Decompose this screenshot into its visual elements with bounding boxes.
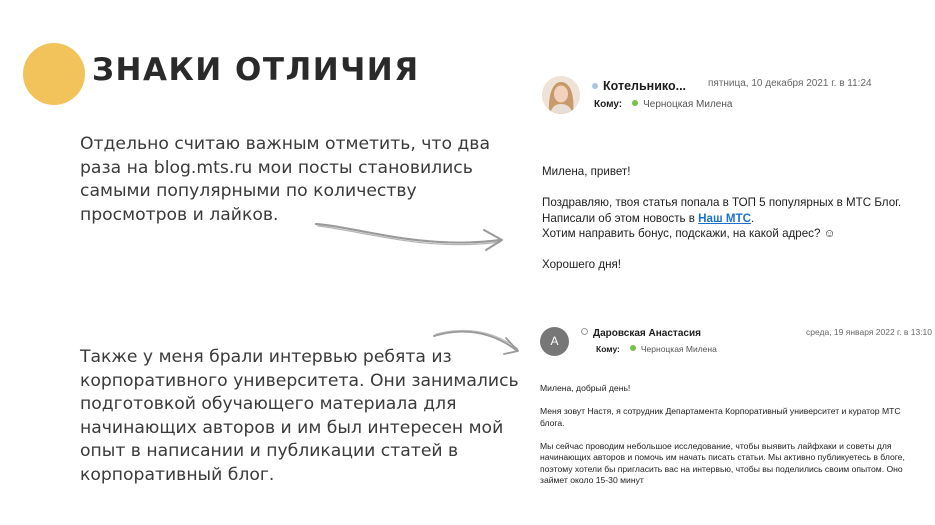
paragraph-interview: Также у меня брали интервью ребята из корпоративного университета. Они занимались подготовкой обучающего материала для начинающих авторов и им был интересен мой опыт в написании и публикации статей в корпоративный блог. [80,347,519,485]
email-greeting: Милена, добрый день! [540,383,631,393]
email-line: Поздравляю, твоя статья попала в ТОП 5 популярных в МТС Блог. [542,196,902,209]
slide-title: ЗНАКИ ОТЛИЧИЯ [92,52,420,88]
recipient-row: Кому: Черноцкая Милена [596,344,717,354]
email-closing: Хорошего дня! [542,258,622,271]
email-body [542,164,922,273]
status-dot [581,328,588,335]
arrow-to-email2-icon [430,322,530,362]
email-greeting: Милена, привет! [542,165,631,178]
email-line: Написали об этом новость в Наш МТС. [542,211,755,225]
person-photo-icon [542,76,580,114]
paragraph-popular-posts: Отдельно считаю важным отметить, что два раза на blog.mts.ru мои посты становились самыми популярными по количеству просмотров и лайков. [80,134,490,225]
sender-name: Котельнико... [592,79,686,93]
email-date: пятница, 10 декабря 2021 г. в 11:24 [708,78,872,89]
status-dot [632,100,638,106]
email-date: среда, 19 января 2022 г. в 13:10 [806,327,932,337]
arrow-to-email1-icon [312,214,512,256]
sender-name: Даровская Анастасия [581,328,701,339]
recipient-row: Кому: Черноцкая Милена [594,99,733,110]
email-body [540,383,923,487]
email-line: Меня зовут Настя, я сотрудник Департамента Корпоративный университет и куратор МТС блога. [540,406,901,428]
decorative-circle [23,43,85,105]
nash-mts-link[interactable]: Наш МТС [698,211,751,225]
sender-avatar [542,76,580,114]
status-dot [592,83,598,89]
status-dot [630,345,636,351]
sender-avatar: А [540,327,569,356]
email-line: Мы сейчас проводим небольшое исследование, чтобы выявить лайфхаки и советы для начинающих авторов и помочь им начать писать статьи. Мы активно публикуетесь в блоге, поэтому хотели бы пригласить вас на интервью, чтобы вы поделились своим опытом. Оно займет около 15-30 минут [540,440,905,485]
email-line: Хотим направить бонус, подскажи, на какой адрес? ☺ [542,227,836,240]
